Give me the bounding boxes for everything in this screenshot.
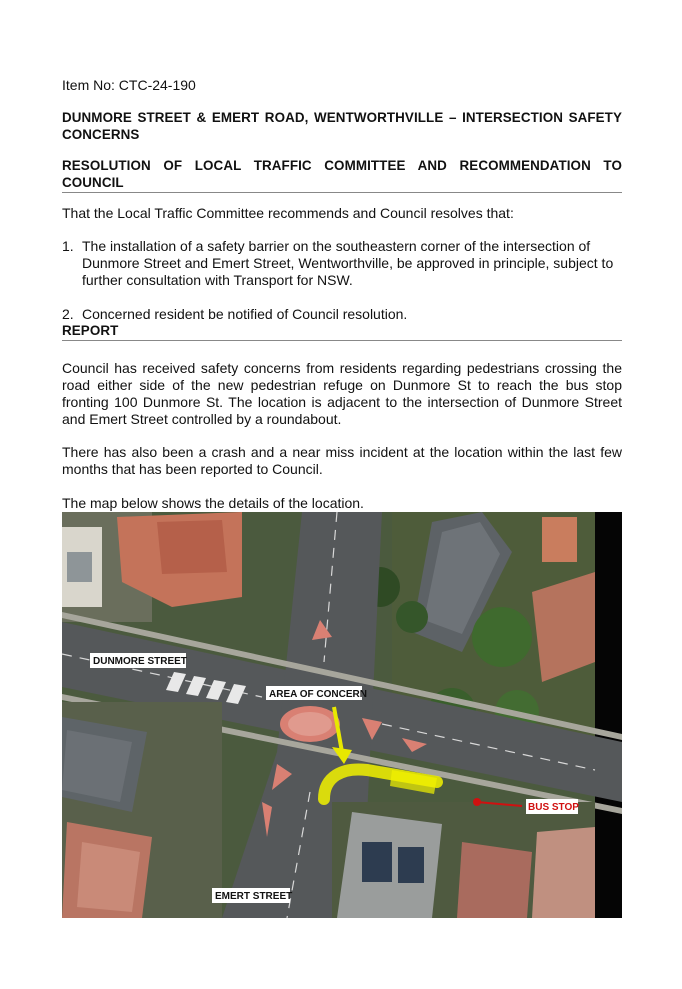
item-number: Item No: CTC-24-190 [62, 77, 196, 93]
location-map [62, 512, 622, 918]
resolution-intro: That the Local Traffic Committee recommends and Council resolves that: [62, 205, 514, 221]
report-paragraph: The map below shows the details of the location. [62, 495, 364, 511]
resolution-text: Concerned resident be notified of Council resolution. [82, 306, 408, 322]
map-label-emert: EMERT STREET [215, 891, 293, 902]
map-label-bus-stop: BUS STOP [528, 802, 579, 813]
tree [472, 607, 532, 667]
resolution-number: 2. [62, 306, 74, 322]
map-label-dunmore: DUNMORE STREET [93, 656, 187, 667]
report-paragraph: Council has received safety concerns from residents regarding pedestrians crossing the road either side of the new pedestrian refuge on Dunmore St to reach the bus stop fronting 100 Dunmore St. The location is adjacent to the intersection of Dunmore Street and Emert Street controlled by a roundabout. [62, 360, 622, 427]
map-border-strip [595, 512, 622, 918]
map-label-area-of-concern: AREA OF CONCERN [269, 689, 367, 700]
bus-stop-marker [473, 798, 481, 806]
house-roof [457, 842, 532, 918]
report-paragraph: There has also been a crash and a near miss incident at the location within the last few months that has been reported to Council. [62, 444, 622, 477]
resolution-number: 1. [62, 238, 74, 254]
report-heading: REPORT [62, 322, 622, 341]
resolution-text: The installation of a safety barrier on the southeastern corner of the intersection of Dunmore Street and Emert Street, Wentworthville, be approved in principle, subject to further consultation with Transport for NSW. [82, 238, 614, 288]
resolution-heading: RESOLUTION OF LOCAL TRAFFIC COMMITTEE AND RECOMMENDATION TO COUNCIL [62, 157, 622, 193]
page-title: DUNMORE STREET & EMERT ROAD, WENTWORTHVILLE – INTERSECTION SAFETY CONCERNS [62, 110, 622, 142]
